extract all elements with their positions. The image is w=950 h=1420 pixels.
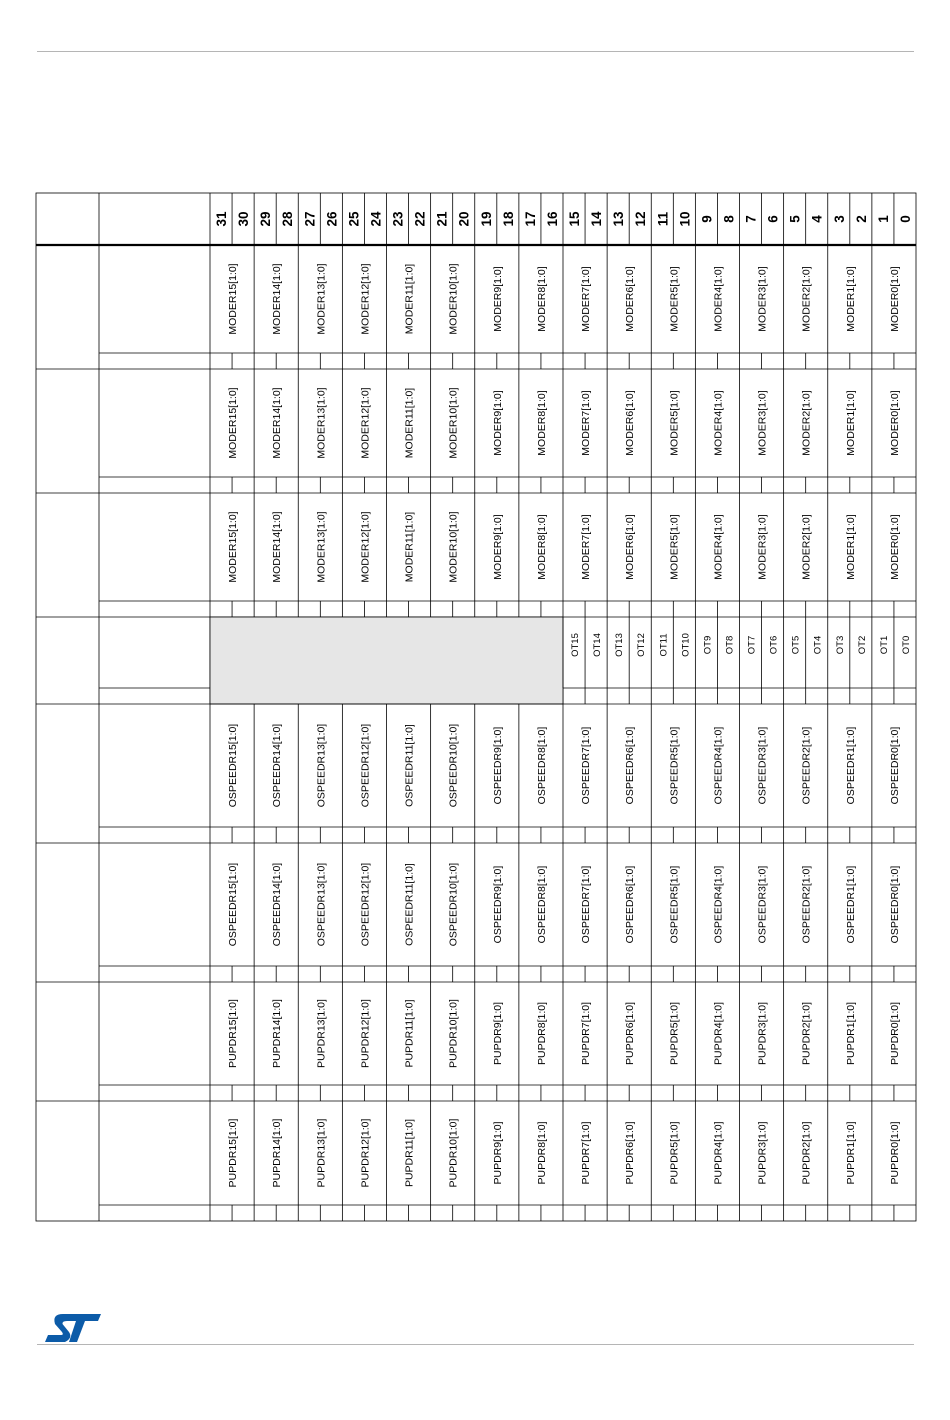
field-label: OSPEEDR8[1:0] [535, 726, 548, 805]
field-label: PUPDR14[1:0] [271, 1118, 284, 1188]
field-label: OT6 [768, 635, 780, 655]
field-label: PUPDR5[1:0] [668, 1121, 681, 1185]
field-label: MODER4[1:0] [712, 390, 725, 456]
field-label: PUPDR10[1:0] [447, 999, 460, 1068]
field-label: OSPEEDR6[1:0] [624, 865, 637, 944]
bit-number: 13 [611, 211, 627, 227]
field-label: PUPDR8[1:0] [535, 1001, 548, 1066]
field-label: MODER5[1:0] [668, 390, 681, 456]
bit-number: 5 [787, 215, 803, 223]
st-logo-icon [43, 1312, 103, 1346]
field-label: MODER7[1:0] [580, 390, 593, 456]
field-label: OT12 [636, 633, 648, 657]
field-label: MODER15[1:0] [227, 511, 240, 583]
bit-number: 16 [544, 211, 560, 227]
field-label: PUPDR6[1:0] [624, 1001, 637, 1066]
field-label: PUPDR15[1:0] [227, 999, 240, 1068]
field-label: MODER6[1:0] [624, 514, 637, 580]
field-label: OSPEEDR10[1:0] [447, 862, 460, 947]
bit-number: 31 [214, 211, 230, 227]
bit-number: 2 [853, 215, 869, 223]
field-label: MODER0[1:0] [888, 514, 901, 580]
field-label: MODER11[1:0] [403, 263, 416, 335]
field-label: MODER1[1:0] [844, 390, 857, 456]
field-label: PUPDR11[1:0] [403, 999, 416, 1068]
field-label: PUPDR2[1:0] [800, 1001, 813, 1066]
field-label: MODER2[1:0] [800, 266, 813, 332]
field-label: OSPEEDR4[1:0] [712, 865, 725, 944]
field-label: OSPEEDR9[1:0] [491, 865, 504, 944]
field-label: PUPDR13[1:0] [315, 1118, 328, 1188]
field-label: MODER12[1:0] [359, 263, 372, 335]
field-label: OSPEEDR7[1:0] [580, 865, 593, 944]
bit-number: 10 [677, 211, 693, 227]
field-label: MODER1[1:0] [844, 266, 857, 332]
field-label: MODER14[1:0] [271, 387, 284, 459]
field-label: OSPEEDR6[1:0] [624, 726, 637, 805]
field-label: OSPEEDR2[1:0] [800, 865, 813, 944]
field-label: MODER10[1:0] [447, 263, 460, 335]
field-label: MODER11[1:0] [403, 387, 416, 459]
field-label: OSPEEDR3[1:0] [756, 865, 769, 944]
field-label: MODER12[1:0] [359, 387, 372, 459]
field-label: PUPDR9[1:0] [491, 1121, 504, 1185]
bit-number: 24 [368, 211, 384, 227]
field-label: OT13 [614, 633, 626, 657]
field-label: OSPEEDR11[1:0] [403, 724, 416, 807]
field-label: PUPDR10[1:0] [447, 1118, 460, 1188]
field-label: MODER9[1:0] [491, 390, 504, 456]
field-label: PUPDR3[1:0] [756, 1121, 769, 1185]
field-label: MODER1[1:0] [844, 514, 857, 580]
field-label: OSPEEDR4[1:0] [712, 726, 725, 805]
field-label: OT9 [702, 635, 714, 655]
field-label: MODER8[1:0] [535, 266, 548, 332]
bit-number: 22 [412, 211, 428, 227]
bit-number: 15 [567, 211, 583, 227]
field-label: OSPEEDR0[1:0] [888, 726, 901, 805]
field-label: MODER6[1:0] [624, 266, 637, 332]
field-label: OSPEEDR2[1:0] [800, 726, 813, 805]
field-label: PUPDR5[1:0] [668, 1001, 681, 1066]
field-label: PUPDR2[1:0] [800, 1121, 813, 1185]
field-label: MODER10[1:0] [447, 387, 460, 459]
field-label: OT5 [790, 635, 802, 655]
field-label: OSPEEDR9[1:0] [491, 726, 504, 805]
field-label: OT11 [658, 633, 670, 657]
field-label: OT0 [900, 635, 912, 655]
field-label: PUPDR6[1:0] [624, 1121, 637, 1185]
bit-number: 11 [655, 211, 671, 227]
field-label: MODER0[1:0] [888, 390, 901, 456]
field-label: MODER11[1:0] [403, 511, 416, 583]
field-label: MODER6[1:0] [624, 390, 637, 456]
bit-number: 20 [456, 211, 472, 227]
field-label: OSPEEDR0[1:0] [888, 865, 901, 944]
field-label: MODER5[1:0] [668, 514, 681, 580]
bit-number: 21 [434, 211, 450, 227]
field-label: OSPEEDR7[1:0] [580, 726, 593, 805]
bit-number: 26 [324, 211, 340, 227]
bit-number: 29 [258, 211, 274, 227]
field-label: PUPDR12[1:0] [359, 999, 372, 1068]
field-label: MODER4[1:0] [712, 266, 725, 332]
field-label: PUPDR0[1:0] [888, 1001, 901, 1066]
field-label: PUPDR4[1:0] [712, 1121, 725, 1185]
bit-number: 3 [831, 215, 847, 223]
field-label: PUPDR1[1:0] [844, 1001, 857, 1066]
field-label: MODER12[1:0] [359, 511, 372, 583]
field-label: OSPEEDR5[1:0] [668, 865, 681, 944]
field-label: MODER9[1:0] [491, 514, 504, 580]
field-label: MODER8[1:0] [535, 390, 548, 456]
field-label: PUPDR8[1:0] [535, 1121, 548, 1185]
field-label: OT2 [856, 635, 868, 655]
field-label: OT14 [592, 633, 604, 657]
field-label: OSPEEDR10[1:0] [447, 723, 460, 808]
field-label: PUPDR3[1:0] [756, 1001, 769, 1066]
field-label: MODER3[1:0] [756, 514, 769, 580]
field-label: OSPEEDR14[1:0] [271, 723, 284, 808]
field-label: PUPDR7[1:0] [580, 1121, 593, 1185]
field-label: MODER13[1:0] [315, 511, 328, 583]
field-label: PUPDR7[1:0] [580, 1001, 593, 1066]
field-label: MODER14[1:0] [271, 511, 284, 583]
bit-number: 23 [390, 211, 406, 227]
bit-number: 8 [721, 215, 737, 223]
reserved-area [210, 617, 563, 704]
field-label: OSPEEDR13[1:0] [315, 862, 328, 947]
field-label: OT15 [570, 633, 582, 657]
field-label: OSPEEDR12[1:0] [359, 723, 372, 808]
field-label: MODER13[1:0] [315, 387, 328, 459]
field-label: PUPDR13[1:0] [315, 999, 328, 1068]
field-label: OSPEEDR15[1:0] [227, 723, 240, 808]
field-label: MODER9[1:0] [491, 266, 504, 332]
field-label: OSPEEDR5[1:0] [668, 726, 681, 805]
field-label: MODER0[1:0] [888, 266, 901, 332]
field-label: OSPEEDR14[1:0] [271, 862, 284, 947]
field-label: OSPEEDR3[1:0] [756, 726, 769, 805]
field-label: OT4 [812, 635, 824, 655]
field-label: OT3 [834, 635, 846, 655]
field-label: MODER5[1:0] [668, 266, 681, 332]
field-label: MODER2[1:0] [800, 514, 813, 580]
bit-number: 17 [522, 211, 538, 227]
field-label: PUPDR1[1:0] [844, 1121, 857, 1185]
bit-number: 14 [589, 211, 605, 227]
field-label: MODER3[1:0] [756, 266, 769, 332]
field-label: MODER8[1:0] [535, 514, 548, 580]
field-label: PUPDR12[1:0] [359, 1118, 372, 1188]
field-label: OT8 [724, 635, 736, 655]
field-label: OSPEEDR1[1:0] [844, 726, 857, 805]
field-label: PUPDR14[1:0] [271, 999, 284, 1068]
field-label: MODER10[1:0] [447, 511, 460, 583]
bit-number: 30 [236, 211, 252, 227]
bit-number: 28 [280, 211, 296, 227]
bit-number: 27 [302, 211, 318, 227]
field-label: OSPEEDR1[1:0] [844, 865, 857, 944]
field-label: MODER4[1:0] [712, 514, 725, 580]
field-label: PUPDR11[1:0] [403, 1118, 416, 1188]
field-label: OSPEEDR11[1:0] [403, 863, 416, 946]
bit-number: 7 [743, 215, 759, 223]
bit-number: 12 [633, 211, 649, 227]
field-label: MODER7[1:0] [580, 514, 593, 580]
bit-number: 4 [809, 215, 825, 223]
footer-rule [37, 1344, 914, 1345]
bit-number: 0 [897, 215, 913, 223]
bit-number: 19 [478, 211, 494, 227]
bit-number: 6 [765, 215, 781, 223]
field-label: OSPEEDR12[1:0] [359, 862, 372, 947]
field-label: PUPDR4[1:0] [712, 1001, 725, 1066]
field-label: MODER15[1:0] [227, 263, 240, 335]
field-label: MODER3[1:0] [756, 390, 769, 456]
field-label: OT7 [746, 635, 758, 655]
bit-number: 25 [346, 211, 362, 227]
field-label: PUPDR9[1:0] [491, 1001, 504, 1066]
bit-number: 18 [500, 211, 516, 227]
bit-number: 1 [875, 215, 891, 223]
field-label: MODER7[1:0] [580, 266, 593, 332]
field-label: MODER15[1:0] [227, 387, 240, 459]
field-label: OT1 [878, 635, 890, 655]
field-label: PUPDR0[1:0] [888, 1121, 901, 1185]
field-label: OSPEEDR13[1:0] [315, 723, 328, 808]
field-label: OSPEEDR8[1:0] [535, 865, 548, 944]
field-label: MODER2[1:0] [800, 390, 813, 456]
bit-number: 9 [699, 215, 715, 223]
field-label: MODER13[1:0] [315, 263, 328, 335]
field-label: PUPDR15[1:0] [227, 1118, 240, 1188]
field-label: OT10 [680, 633, 692, 657]
field-label: OSPEEDR15[1:0] [227, 862, 240, 947]
field-label: MODER14[1:0] [271, 263, 284, 335]
